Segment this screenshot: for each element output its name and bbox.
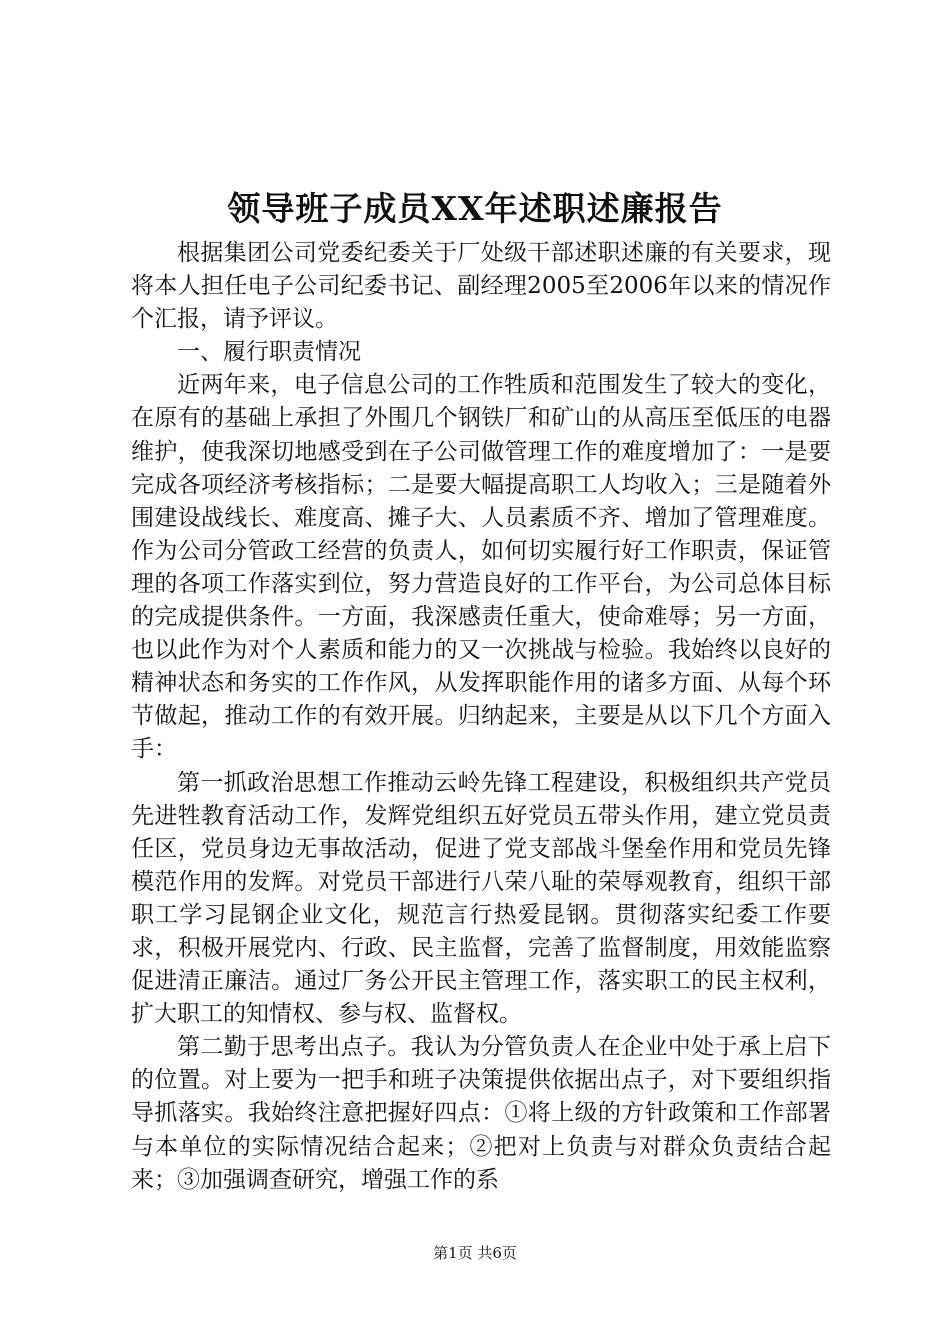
section-heading: 一、履行职责情况 — [177, 339, 361, 366]
document-body — [131, 237, 831, 1197]
page-number-footer: 第1页 共6页 — [433, 1244, 517, 1262]
document-title: 领导班子成员XX年述职述廉报告 — [227, 189, 723, 228]
paragraph-first-point: 第一抓政治思想工作推动云岭先锋工程建设，积极组织共产党员先进牲教育活动工作，发辉党组织五好党员五带头作用，建立党员责任区，党员身边无事故活动，促进了党支部战斗堡垒作用和党员先锋模范作用的发辉。对党员干部进行八荣八耻的荣辱观教育，组织干部职工学习昆钢企业文化，规范言行热爱昆钢。贯彻落实纪委工作要求，积极开展党内、行政、民主监督，完善了监督制度，用效能监察促进清正廉洁。通过厂务公开民主管理工作，落实职工的民主权利，扩大职工的知情权、参与权、监督权。 — [131, 769, 831, 1028]
paragraph-second-point: 第二勤于思考出点子。我认为分管负责人在企业中处于承上启下的位置。对上要为一把手和班子决策提供依据出点子，对下要组织指导抓落实。我始终注意把握好四点：①将上级的方针政策和工作部署与本单位的实际情况结合起来；②把对上负责与对群众负责结合起来；③加强调查研究，增强工作的系 — [131, 1034, 831, 1193]
paragraph-overview: 近两年来，电子信息公司的工作牲质和范围发生了较大的变化，在原有的基础上承担了外围几个钢铁厂和矿山的从高压至低压的电器维护，使我深切地感受到在子公司做管理工作的难度增加了：一是要完成各项经济考核指标；二是要大幅提高职工人均收入；三是随着外围建设战线长、难度高、摊子大、人员素质不齐、增加了管理难度。作为公司分管政工经营的负责人，如何切实履行好工作职责，保证管理的各项工作落实到位，努力营造良好的工作平台，为公司总体目标的完成提供条件。一方面，我深感责任重大，使命难辱；另一方面，也以此作为对个人素质和能力的又一次挑战与检验。我始终以良好的精神状态和务实的工作作风，从发挥职能作用的诸多方面、从每个环节做起，推动工作的有效开展。归纳起来，主要是从以下几个方面入手： — [131, 372, 831, 763]
paragraph-intro: 根据集团公司党委纪委关于厂处级干部述职述廉的有关要求，现将本人担任电子公司纪委书记、副经理2005至2006年以来的情况作个汇报，请予评议。 — [131, 240, 831, 333]
